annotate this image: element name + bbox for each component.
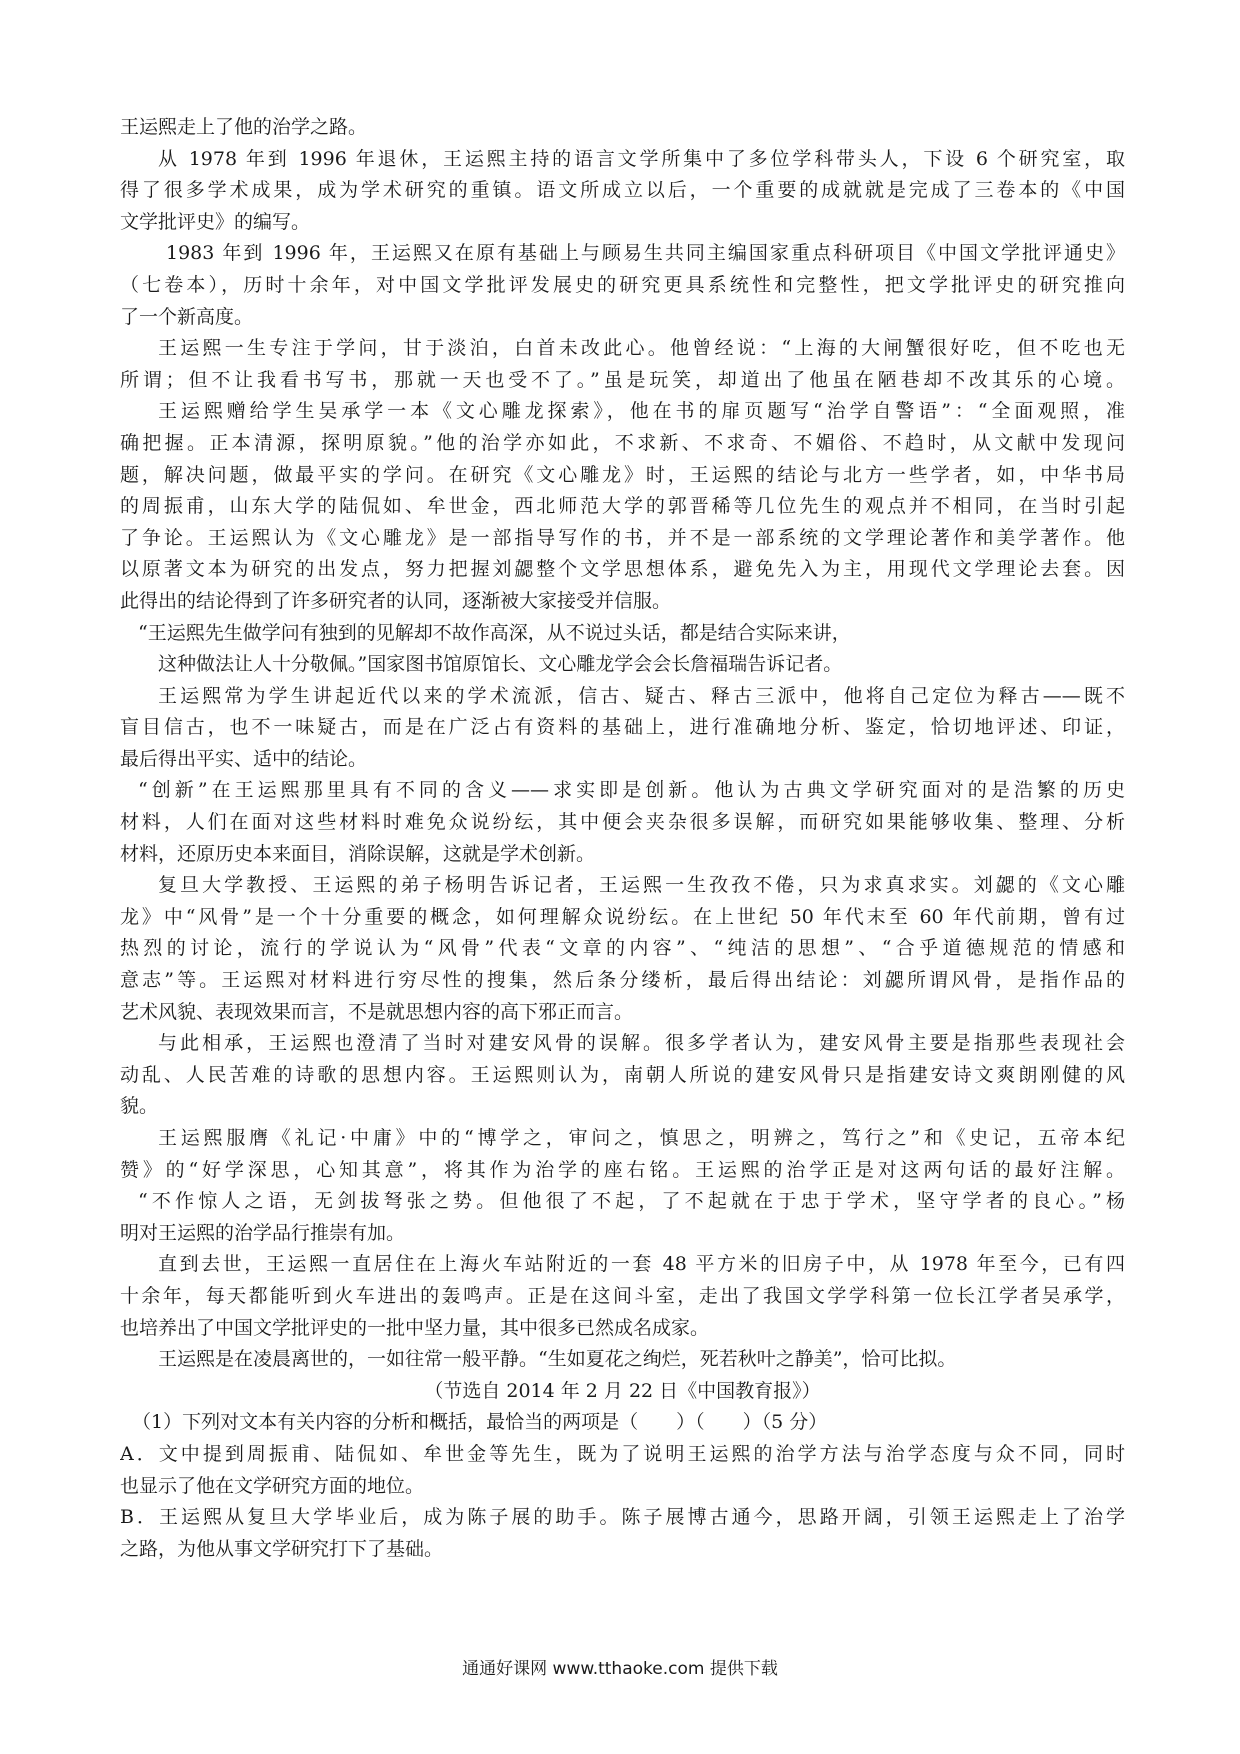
source-citation: （节选自 2014 年 2 月 22 日《中国教育报》） bbox=[424, 1379, 821, 1402]
text-line: 最后得出平实、适中的结论。 bbox=[120, 747, 368, 770]
text-line: 貌。 bbox=[120, 1095, 159, 1118]
text-line: 王运熙是在凌晨离世的，一如往常一般平静。“生如夏花之绚烂，死若秋叶之静美”，恰可比拟。 bbox=[158, 1348, 957, 1371]
text-line: 确把握。正本清源，探明原貌。”他的治学亦如此，不求新、不求奇、不媚俗、不趋时，从文献中发现问 bbox=[120, 431, 1125, 454]
text-line: 材料，人们在面对这些材料时难免众说纷纭，其中便会夹杂很多误解，而研究如果能够收集、整理、分析 bbox=[120, 811, 1125, 834]
text-line: 也显示了他在文学研究方面的地位。 bbox=[120, 1474, 425, 1497]
text-line: 明对王运熙的治学品行推崇有加。 bbox=[120, 1221, 406, 1244]
text-line: （七卷本），历时十余年，对中国文学批评发展史的研究更具系统性和完整性，把文学批评史的研究推向 bbox=[120, 273, 1125, 296]
text-line: 王运熙服膺《礼记·中庸》中的“博学之，审问之，慎思之，明辨之，笃行之”和《史记，五帝本纪 bbox=[158, 1127, 1125, 1149]
text-line: “王运熙先生做学问有独到的见解却不故作高深，从不说过头话，都是结合实际来讲， bbox=[138, 621, 851, 644]
text-line: “创新”在王运熙那里具有不同的含义——求实即是创新。他认为古典文学研究面对的是浩繁的历史 bbox=[138, 779, 1125, 802]
text-line: 动乱、人民苦难的诗歌的思想内容。王运熙则认为，南朝人所说的建安风骨只是指建安诗文爽朗刚健的风 bbox=[120, 1063, 1125, 1086]
text-line: 这种做法让人十分敬佩。”国家图书馆原馆长、文心雕龙学会会长詹福瑞告诉记者。 bbox=[158, 653, 843, 676]
text-line: 赞》的“好学深思，心知其意”，将其作为治学的座右铭。王运熙的治学正是对这两句话的最好注解。 bbox=[120, 1158, 1125, 1181]
text-line: 热烈的讨论，流行的学说认为“风骨”代表“文章的内容”、“纯洁的思想”、“合乎道德规范的情感和 bbox=[120, 937, 1125, 960]
text-line: 以原著文本为研究的出发点，努力把握刘勰整个文学思想体系，避免先入为主，用现代文学理论去套。因 bbox=[120, 558, 1125, 581]
text-line: 王运熙一生专注于学问，甘于淡泊，白首未改此心。他曾经说：“上海的大闸蟹很好吃，但不吃也无 bbox=[158, 337, 1125, 360]
page-footer: 通通好课网 www.tthaoke.com 提供下载 bbox=[462, 1659, 778, 1679]
text-line: 了一个新高度。 bbox=[120, 305, 254, 328]
text-line: 艺术风貌、表现效果而言，不是就思想内容的高下邪正而言。 bbox=[120, 1000, 634, 1023]
question-stem: （1）下列对文本有关内容的分析和概括，最恰当的两项是（ ）（ ）（5 分） bbox=[132, 1411, 828, 1434]
text-line: 龙》中“风骨”是一个十分重要的概念，如何理解众说纷纭。在上世纪 50 年代末至 60 年代前期，曾有过 bbox=[120, 905, 1125, 928]
text-line: 之路，为他从事文学研究打下了基础。 bbox=[120, 1537, 444, 1560]
text-line: 所谓；但不让我看书写书，那就一天也受不了。”虽是玩笑，却道出了他虽在陋巷却不改其乐的心境。 bbox=[120, 368, 1125, 391]
text-line: 与此相承，王运熙也澄清了当时对建安风骨的误解。很多学者认为，建安风骨主要是指那些表现社会 bbox=[158, 1032, 1125, 1055]
text-line: 意志”等。王运熙对材料进行穷尽性的搜集，然后条分缕析，最后得出结论：刘勰所谓风骨，是指作品的 bbox=[120, 969, 1125, 992]
text-line: 文学批评史》的编写。 bbox=[120, 210, 311, 233]
text-line: 王运熙常为学生讲起近代以来的学术流派，信古、疑古、释古三派中，他将自己定位为释古——既不 bbox=[158, 684, 1125, 707]
answer-option-a: A．文中提到周振甫、陆侃如、牟世金等先生，既为了说明王运熙的治学方法与治学态度与众不同，同时 bbox=[120, 1442, 1125, 1465]
text-line: 的周振甫，山东大学的陆侃如、牟世金，西北师范大学的郭晋稀等几位先生的观点并不相同，在当时引起 bbox=[120, 495, 1125, 518]
answer-option-b: B．王运熙从复旦大学毕业后，成为陈子展的助手。陈子展博古通今，思路开阔，引领王运熙走上了治学 bbox=[120, 1506, 1125, 1529]
document-body bbox=[120, 112, 1125, 1565]
text-line: 1983 年到 1996 年，王运熙又在原有基础上与顾易生共同主编国家重点科研项目《中国文学批评通史》 bbox=[166, 242, 1125, 265]
text-line: 此得出的结论得到了许多研究者的认同，逐渐被大家接受并信服。 bbox=[120, 589, 672, 612]
text-line: 了争论。王运熙认为《文心雕龙》是一部指导写作的书，并不是一部系统的文学理论著作和美学著作。他 bbox=[120, 526, 1125, 549]
text-line: 材料，还原历史本来面目，消除误解，这就是学术创新。 bbox=[120, 842, 596, 865]
text-line: 十余年，每天都能听到火车进出的轰鸣声。正是在这间斗室，走出了我国文学学科第一位长江学者吴承学， bbox=[120, 1284, 1125, 1307]
text-line: 盲目信古，也不一味疑古，而是在广泛占有资料的基础上，进行准确地分析、鉴定，恰切地评述、印证， bbox=[120, 716, 1125, 739]
text-line: 得了很多学术成果，成为学术研究的重镇。语文所成立以后，一个重要的成就就是完成了三卷本的《中国 bbox=[120, 179, 1125, 202]
text-line: 王运熙赠给学生吴承学一本《文心雕龙探索》，他在书的扉页题写“治学自警语”：“全面观照，准 bbox=[158, 400, 1125, 423]
text-line: 复旦大学教授、王运熙的弟子杨明告诉记者，王运熙一生孜孜不倦，只为求真求实。刘勰的《文心雕 bbox=[158, 874, 1125, 897]
text-line: 直到去世，王运熙一直居住在上海火车站附近的一套 48 平方米的旧房子中，从 1978 年至今，已有四 bbox=[158, 1253, 1125, 1276]
text-line: 从 1978 年到 1996 年退休，王运熙主持的语言文学所集中了多位学科带头人，下设 6 个研究室，取 bbox=[158, 147, 1125, 170]
text-line: 也培养出了中国文学批评史的一批中坚力量，其中很多已然成名成家。 bbox=[120, 1316, 710, 1339]
text-line: 题，解决问题，做最平实的学问。在研究《文心雕龙》时，王运熙的结论与北方一些学者，如，中华书局 bbox=[120, 463, 1125, 486]
text-line: “不作惊人之语，无剑拔弩张之势。但他很了不起，了不起就在于忠于学术，坚守学者的良心。”杨 bbox=[138, 1190, 1125, 1213]
text-line: 王运熙走上了他的治学之路。 bbox=[120, 116, 368, 138]
